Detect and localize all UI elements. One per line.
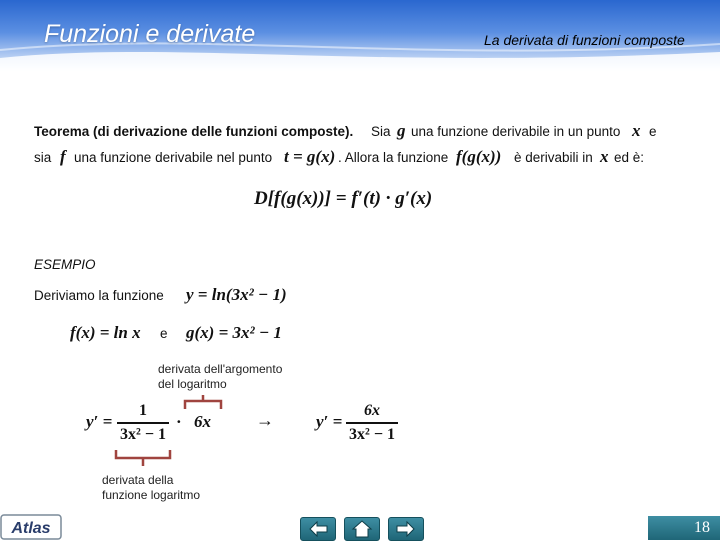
example-intro: Deriviamo la funzione <box>34 288 164 303</box>
fraction-denominator: 3x² − 1 <box>120 425 166 443</box>
prev-slide-button[interactable] <box>300 517 336 541</box>
arrow-icon: → <box>256 410 274 430</box>
theorem-label: Teorema (di derivazione delle funzioni composte). <box>34 124 354 139</box>
next-slide-button[interactable] <box>388 517 424 541</box>
example-heading: ESEMPIO <box>34 257 96 272</box>
fraction-denominator: 3x² − 1 <box>349 425 395 443</box>
theorem-text: una funzione derivabile nel punto <box>74 150 273 165</box>
theorem-text: una funzione derivabile in un punto <box>411 124 621 139</box>
theorem-text: ed è: <box>614 150 645 165</box>
atlas-logo <box>0 514 62 540</box>
svg-text:Atlas: Atlas <box>11 520 51 537</box>
g-definition: g(x) = 3x² − 1 <box>186 323 282 342</box>
math-t-eq-gx: t = g(x) <box>284 147 336 166</box>
arrow-left-icon <box>301 518 335 540</box>
dot-operator: · <box>176 412 182 431</box>
math-x: x <box>632 121 641 140</box>
fraction-result <box>346 402 398 444</box>
page-number: 18 <box>694 519 710 536</box>
math-fgx: f(g(x)) <box>456 147 502 166</box>
derivative-lhs: y′ = <box>86 412 113 431</box>
math-f: f <box>60 147 66 166</box>
f-definition: f(x) = ln x <box>70 323 141 342</box>
example-function: y = ln(3x² − 1) <box>186 285 287 304</box>
bracket-argument-icon <box>183 393 223 411</box>
fraction-bar <box>117 422 169 424</box>
arrow-right-icon <box>389 518 423 540</box>
theorem-text: e <box>649 124 657 139</box>
math-g: g <box>397 121 406 140</box>
page-number-box <box>648 516 720 540</box>
chain-rule-formula: D[f(g(x))] = f′(t) · g′(x) <box>254 188 433 209</box>
fraction-numerator: 1 <box>139 402 147 419</box>
note-line: derivata dell'argomento <box>158 362 283 376</box>
theorem-text: . Allora la funzione <box>338 150 449 165</box>
home-button[interactable] <box>344 517 380 541</box>
slide-title: La derivata di funzioni composte <box>484 32 685 48</box>
note-line: del logaritmo <box>158 377 227 391</box>
home-icon <box>345 518 379 540</box>
bracket-log-icon <box>114 448 172 468</box>
deck-title: Funzioni e derivate <box>44 20 256 48</box>
factor-6x: 6x <box>194 412 211 431</box>
derivative-lhs: y′ = <box>316 412 343 431</box>
note-log-derivative <box>102 473 200 503</box>
fraction-one-over-arg <box>117 402 169 444</box>
theorem-text: sia <box>34 150 52 165</box>
math-x: x <box>600 147 609 166</box>
note-line: derivata della <box>102 473 174 487</box>
fraction-bar <box>346 422 398 424</box>
theorem-text: è derivabili in <box>514 150 593 165</box>
note-line: funzione logaritmo <box>102 488 201 502</box>
fraction-numerator: 6x <box>364 402 380 419</box>
theorem-text: Sia <box>371 124 391 139</box>
note-argument-derivative <box>158 362 282 392</box>
and-text: e <box>160 326 168 341</box>
